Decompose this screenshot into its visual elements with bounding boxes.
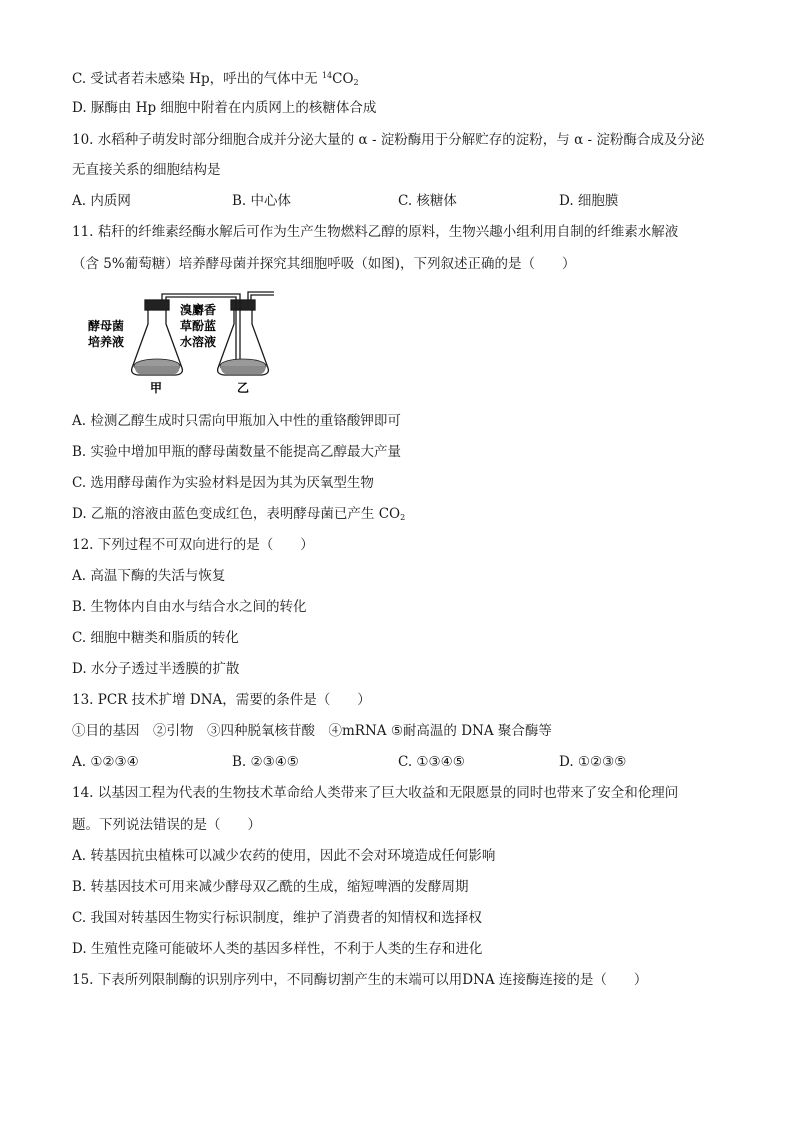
flask-a-liquid-body <box>134 366 180 374</box>
q13-items: ①目的基因 ②引物 ③四种脱氧核苷酸 ④mRNA ⑤耐高温的 DNA 聚合酶等 <box>72 723 552 739</box>
q10-stem-line1: 10. 水稻种子萌发时部分细胞合成并分泌大量的 α - 淀粉酶用于分解贮存的淀粉，与 α - 淀粉酶合成及分泌 <box>72 132 705 148</box>
flask-a-stopper <box>145 300 169 310</box>
q13-stem: 13. PCR 技术扩增 DNA，需要的条件是（ ） <box>72 692 371 708</box>
label-indicator-2: 草酚蓝 <box>180 319 217 333</box>
exhaust-tube-inner <box>251 295 274 300</box>
q10-option-d: D. 细胞膜 <box>559 193 619 209</box>
q14-option-c: C. 我国对转基因生物实行标识制度，维护了消费者的知情权和选择权 <box>72 910 482 926</box>
q9-option-d: D. 脲酶由 Hp 细胞中附着在内质网上的核糖体合成 <box>72 100 377 116</box>
q12-option-b: B. 生物体内自由水与结合水之间的转化 <box>72 599 307 615</box>
q11-stem-line1: 11. 秸秆的纤维素经酶水解后可作为生产生物燃料乙醇的原料，生物兴趣小组利用自制的纤维素水解液 <box>72 224 679 240</box>
label-indicator-3: 水溶液 <box>180 335 217 349</box>
q13-option-d: D. ①②③⑤ <box>559 754 627 770</box>
q13-option-c: C. ①③④⑤ <box>398 754 465 770</box>
q11-option-b: B. 实验中增加甲瓶的酵母菌数量不能提高乙醇最大产量 <box>72 444 402 460</box>
q11-option-a: A. 检测乙醇生成时只需向甲瓶加入中性的重铬酸钾即可 <box>72 413 401 429</box>
q10-option-b: B. 中心体 <box>232 193 292 209</box>
q10-options <box>72 191 732 211</box>
q12-option-d: D. 水分子透过半透膜的扩散 <box>72 661 240 677</box>
q14-option-a: A. 转基因抗虫植株可以减少农药的使用，因此不会对环境造成任何影响 <box>72 848 496 864</box>
flask-b-liquid-body <box>220 366 266 374</box>
q14-option-b: B. 转基因技术可用来减少酵母双乙酰的生成，缩短啤酒的发酵周期 <box>72 879 469 895</box>
q11-stem-line2: （含 5%葡萄糖）培养酵母菌并探究其细胞呼吸（如图)，下列叙述正确的是（ ） <box>72 256 576 272</box>
q10-stem-line2: 无直接关系的细胞结构是 <box>72 162 221 178</box>
q13-option-b: B. ②③④⑤ <box>232 754 299 770</box>
q11-option-c: C. 选用酵母菌作为实验材料是因为其为厌氧型生物 <box>72 475 374 491</box>
label-yeast-1: 酵母菌 <box>88 319 125 333</box>
q14-stem-line2: 题。下列说法错误的是（ ） <box>72 817 261 833</box>
label-yeast-2: 培养液 <box>88 335 125 349</box>
q12-option-c: C. 细胞中糖类和脂质的转化 <box>72 630 239 646</box>
label-flask-b: 乙 <box>237 381 250 395</box>
yeast-respiration-apparatus-figure <box>84 288 304 398</box>
q12-stem: 12. 下列过程不可双向进行的是（ ） <box>72 537 314 553</box>
label-indicator-1: 溴麝香 <box>180 303 217 317</box>
q14-stem-line1: 14. 以基因工程为代表的生物技术革命给人类带来了巨大收益和无限愿景的同时也带来了安全和伦理问 <box>72 785 679 801</box>
apparatus-drawing <box>84 288 304 398</box>
flask-b-stopper <box>231 300 255 310</box>
exhaust-tube <box>248 292 274 300</box>
q9-option-c: C. 受试者若未感染 Hp，呼出的气体中无 $^{14}CO_2$ <box>72 71 359 87</box>
q12-option-a: A. 高温下酶的失活与恢复 <box>72 568 226 584</box>
label-flask-a: 甲 <box>150 381 163 395</box>
q14-option-d: D. 生殖性克隆可能破坏人类的基因多样性，不利于人类的生存和进化 <box>72 941 483 957</box>
q10-option-a: A. 内质网 <box>72 193 131 209</box>
q15-stem: 15. 下表所列限制酶的识别序列中，不同酶切割产生的末端可以用DNA 连接酶连接的是（ ） <box>72 972 648 988</box>
q11-option-d: D. 乙瓶的溶液由蓝色变成红色，表明酵母菌已产生 $CO_2$ <box>72 506 406 522</box>
q10-option-c: C. 核糖体 <box>398 193 457 209</box>
q13-option-a: A. ①②③④ <box>72 754 139 770</box>
q13-options <box>72 752 732 772</box>
